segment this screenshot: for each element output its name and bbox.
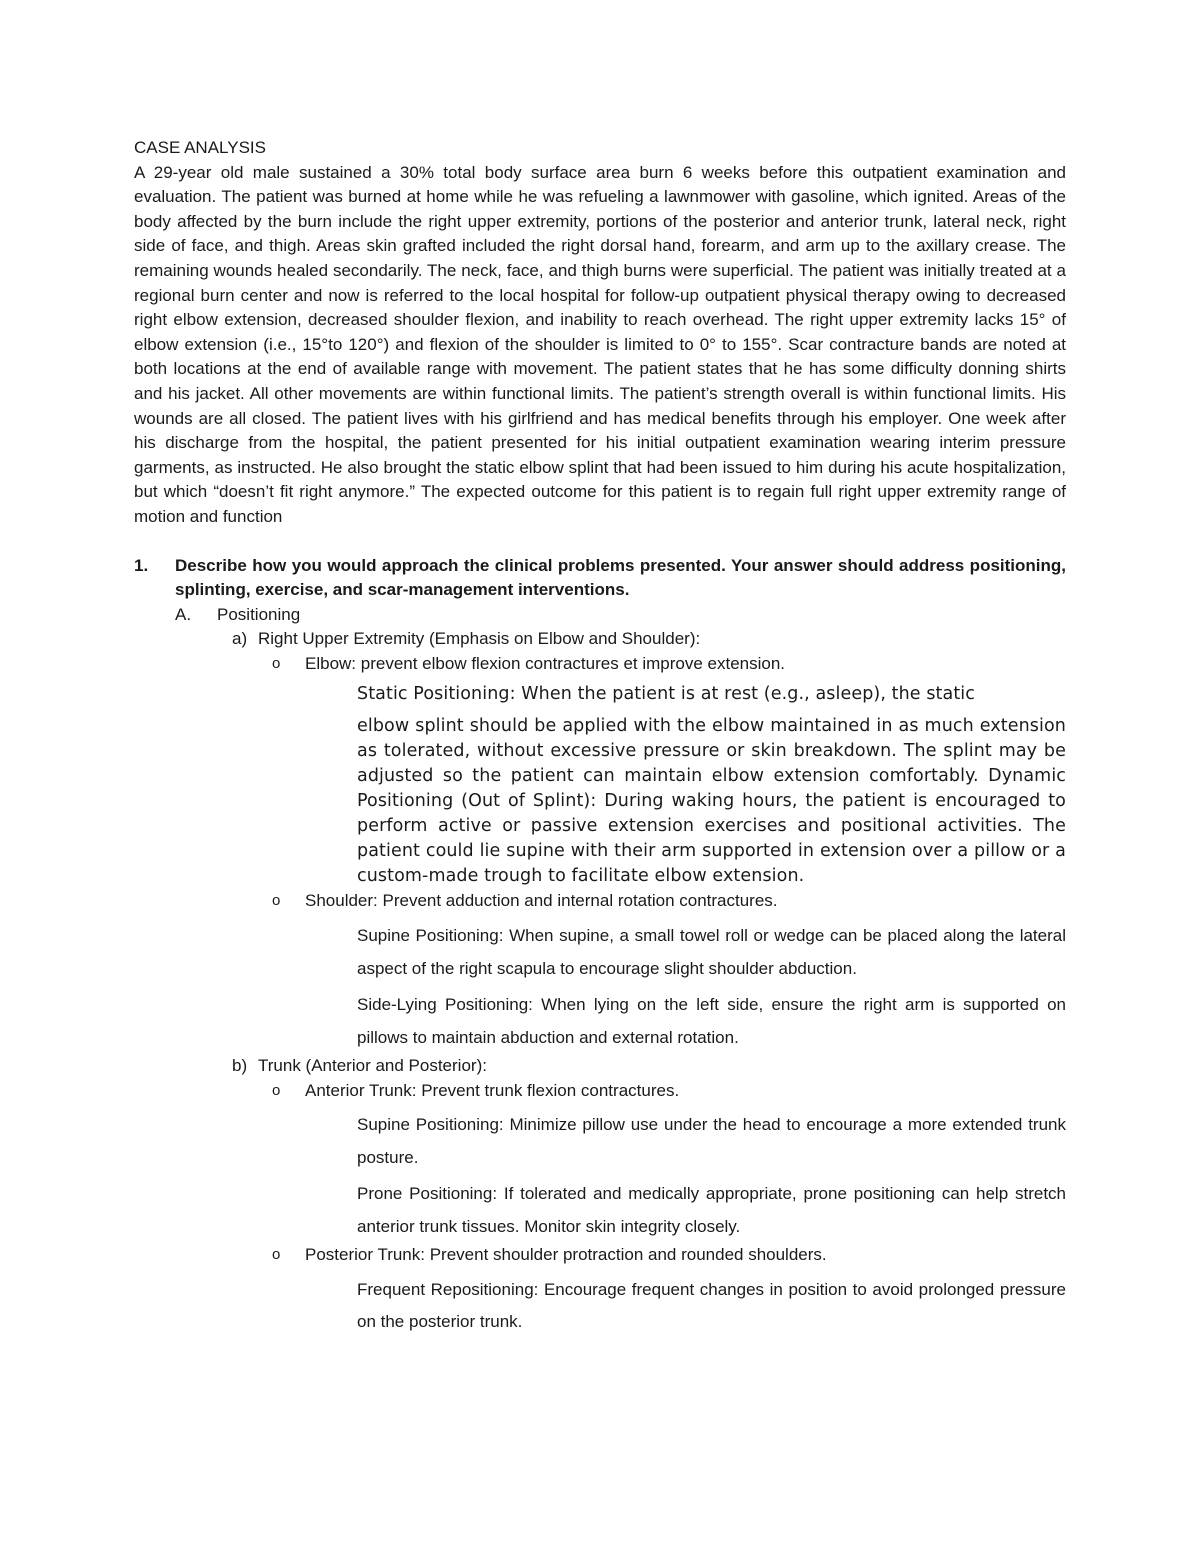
subsection-marker: a) bbox=[232, 629, 248, 649]
posterior-repositioning-paragraph: Frequent Repositioning: Encourage frequent changes in position to avoid prolonged pressure on the posterior trunk. bbox=[357, 1279, 1066, 1332]
bullet-shoulder bbox=[134, 889, 1066, 914]
question-number: 1. bbox=[134, 555, 149, 575]
section-label: Positioning bbox=[217, 604, 301, 624]
question-text: Describe how you would approach the clinical problems presented. Your answer should address positioning, splinting, exercise, and scar-management interventions. bbox=[175, 555, 1066, 600]
subsection-trunk bbox=[134, 1054, 1066, 1079]
document-page bbox=[134, 136, 1066, 1339]
bullet-marker: o bbox=[272, 1081, 281, 1099]
shoulder-side-lying-paragraph: Side-Lying Positioning: When lying on the left side, ensure the right arm is supported on pillows to maintain abduction and external rotation. bbox=[357, 995, 1066, 1047]
shoulder-supine-paragraph: Supine Positioning: When supine, a small towel roll or wedge can be placed along the lateral aspect of the right scapula to encourage slight shoulder abduction. bbox=[357, 926, 1066, 978]
bullet-label: Shoulder: Prevent adduction and internal rotation contractures. bbox=[305, 891, 778, 911]
subsection-label: Right Upper Extremity (Emphasis on Elbow and Shoulder): bbox=[258, 629, 701, 649]
section-positioning bbox=[134, 603, 1066, 628]
question-1 bbox=[134, 554, 1066, 603]
bullet-marker: o bbox=[272, 1246, 281, 1264]
subsection-right-upper-extremity bbox=[134, 627, 1066, 652]
elbow-positioning-text: elbow splint should be applied with the elbow maintained in as much extension as tolerated, without excessive pressure or skin breakdown. The splint may be adjusted so the patient can maintain elbow extension comfortably. Dynamic Positioning (Out of Splint): During waking hours, the patient is encouraged to perform active or passive extension exercises and positional activities. The patient could lie supine with their arm supported in extension over a pillow or a custom-made trough to facilitate elbow extension. bbox=[357, 716, 1066, 887]
bullet-marker: o bbox=[272, 892, 281, 910]
static-positioning-line: Static Positioning: When the patient is at rest (e.g., asleep), the static bbox=[357, 684, 975, 705]
bullet-label: Anterior Trunk: Prevent trunk flexion contractures. bbox=[305, 1080, 680, 1100]
section-marker: A. bbox=[175, 604, 192, 624]
subsection-label: Trunk (Anterior and Posterior): bbox=[258, 1056, 487, 1076]
bullet-label: Posterior Trunk: Prevent shoulder protraction and rounded shoulders. bbox=[305, 1245, 827, 1265]
anterior-supine-paragraph: Supine Positioning: Minimize pillow use under the head to encourage a more extended trunk posture. bbox=[357, 1115, 1066, 1167]
case-intro-paragraph: A 29-year old male sustained a 30% total body surface area burn 6 weeks before this outpatient examination and evaluation. The patient was burned at home while he was refueling a lawnmower with gasoline, which ignited. Areas of the body affected by the burn include the right upper extremity, portions of the posterior and anterior trunk, lateral neck, right side of face, and thigh. Areas skin grafted included the right dorsal hand, forearm, and arm up to the axillary crease. The remaining wounds healed secondarily. The neck, face, and thigh burns were superficial. The patient was initially treated at a regional burn center and now is referred to the local hospital for follow-up outpatient physical therapy owing to decreased right elbow extension, decreased shoulder flexion, and inability to reach overhead. The right upper extremity lacks 15° of elbow extension (i.e., 15°to 120°) and flexion of the shoulder is limited to 0° to 155°. Scar contracture bands are noted at both locations at the end of available range with movement. The patient states that he has some difficulty donning shirts and his jacket. All other movements are within functional limits. The patient’s strength overall is within functional limits. His wounds are all closed. The patient lives with his girlfriend and has medical benefits through his employer. One week after his discharge from the hospital, the patient presented for his initial outpatient examination wearing interim pressure garments, as instructed. He also brought the static elbow splint that had been issued to him during his acute hospitalization, but which “doesn’t fit right anymore.” The expected outcome for this patient is to regain full right upper extremity range of motion and function bbox=[134, 162, 1066, 526]
subsection-marker: b) bbox=[232, 1056, 248, 1076]
bullet-elbow bbox=[134, 652, 1066, 677]
bullet-anterior-trunk bbox=[134, 1079, 1066, 1104]
bullet-label: Elbow: prevent elbow flexion contractures et improve extension. bbox=[305, 653, 786, 673]
document-title: CASE ANALYSIS bbox=[134, 138, 266, 157]
elbow-positioning-paragraph bbox=[357, 676, 1066, 889]
anterior-prone-paragraph: Prone Positioning: If tolerated and medically appropriate, prone positioning can help stretch anterior trunk tissues. Monitor skin integrity closely. bbox=[357, 1184, 1066, 1236]
bullet-posterior-trunk bbox=[134, 1243, 1066, 1268]
bullet-marker: o bbox=[272, 654, 281, 672]
